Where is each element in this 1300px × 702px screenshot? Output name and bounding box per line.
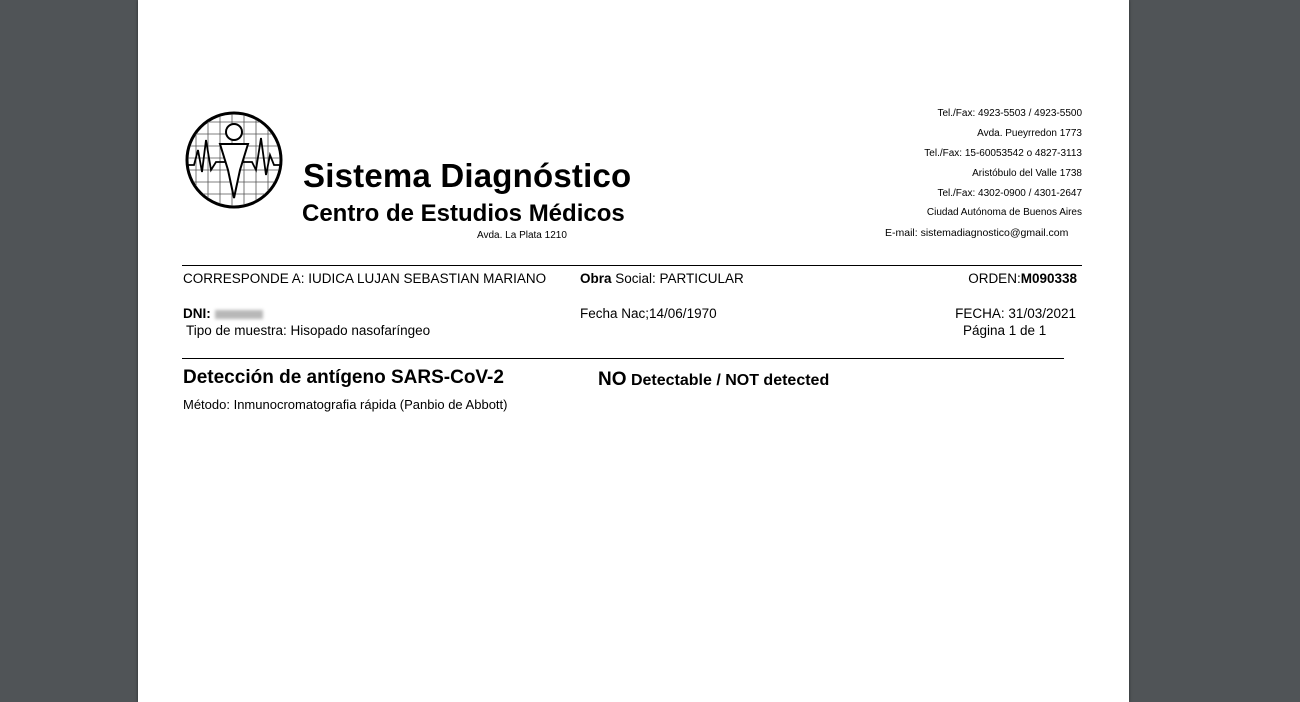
document-page xyxy=(138,0,1129,702)
dni-label: DNI: xyxy=(183,306,211,321)
sample-type: Tipo de muestra: Hisopado nasofaríngeo xyxy=(186,323,431,338)
contact-line: Aristóbulo del Valle 1738 xyxy=(972,168,1082,179)
obra-social xyxy=(580,271,744,286)
obra-label: Obra xyxy=(580,271,612,286)
contact-line: Avda. Pueyrredon 1773 xyxy=(977,128,1082,139)
patient-name: CORRESPONDE A: IUDICA LUJAN SEBASTIAN MARIANO xyxy=(183,271,547,286)
result-no: NO xyxy=(598,369,627,390)
report-date: FECHA: 31/03/2021 xyxy=(955,306,1076,321)
contact-line: Ciudad Autónoma de Buenos Aires xyxy=(926,207,1082,218)
logo-icon xyxy=(184,110,284,210)
test-result xyxy=(598,369,829,391)
birth-date: Fecha Nac;14/06/1970 xyxy=(580,306,717,321)
order-label: ORDEN: xyxy=(968,271,1021,286)
dni xyxy=(183,306,263,321)
test-method: Método: Inmunocromatografia rápida (Panbio de Abbott) xyxy=(183,397,508,412)
clinic-title: Sistema Diagnóstico xyxy=(303,157,632,194)
contact-line: Tel./Fax: 4302-0900 / 4301-2647 xyxy=(937,188,1082,199)
contact-line: Tel./Fax: 4923-5503 / 4923-5500 xyxy=(937,108,1082,119)
contact-line: Tel./Fax: 15-60053542 o 4827-3113 xyxy=(924,148,1082,159)
dni-redacted xyxy=(215,310,263,319)
order-value: M090338 xyxy=(1020,271,1077,286)
clinic-address: Avda. La Plata 1210 xyxy=(477,230,567,241)
test-name: Detección de antígeno SARS-CoV-2 xyxy=(183,367,504,388)
order-number xyxy=(968,271,1077,286)
divider xyxy=(182,265,1082,266)
obra-value: Social: PARTICULAR xyxy=(611,271,744,286)
divider xyxy=(182,358,1064,359)
contact-email: E-mail: sistemadiagnostico@gmail.com xyxy=(885,227,1069,239)
clinic-subtitle: Centro de Estudios Médicos xyxy=(302,200,625,227)
page-count: Página 1 de 1 xyxy=(963,323,1047,338)
result-detectable: Detectable / NOT detected xyxy=(626,372,830,389)
